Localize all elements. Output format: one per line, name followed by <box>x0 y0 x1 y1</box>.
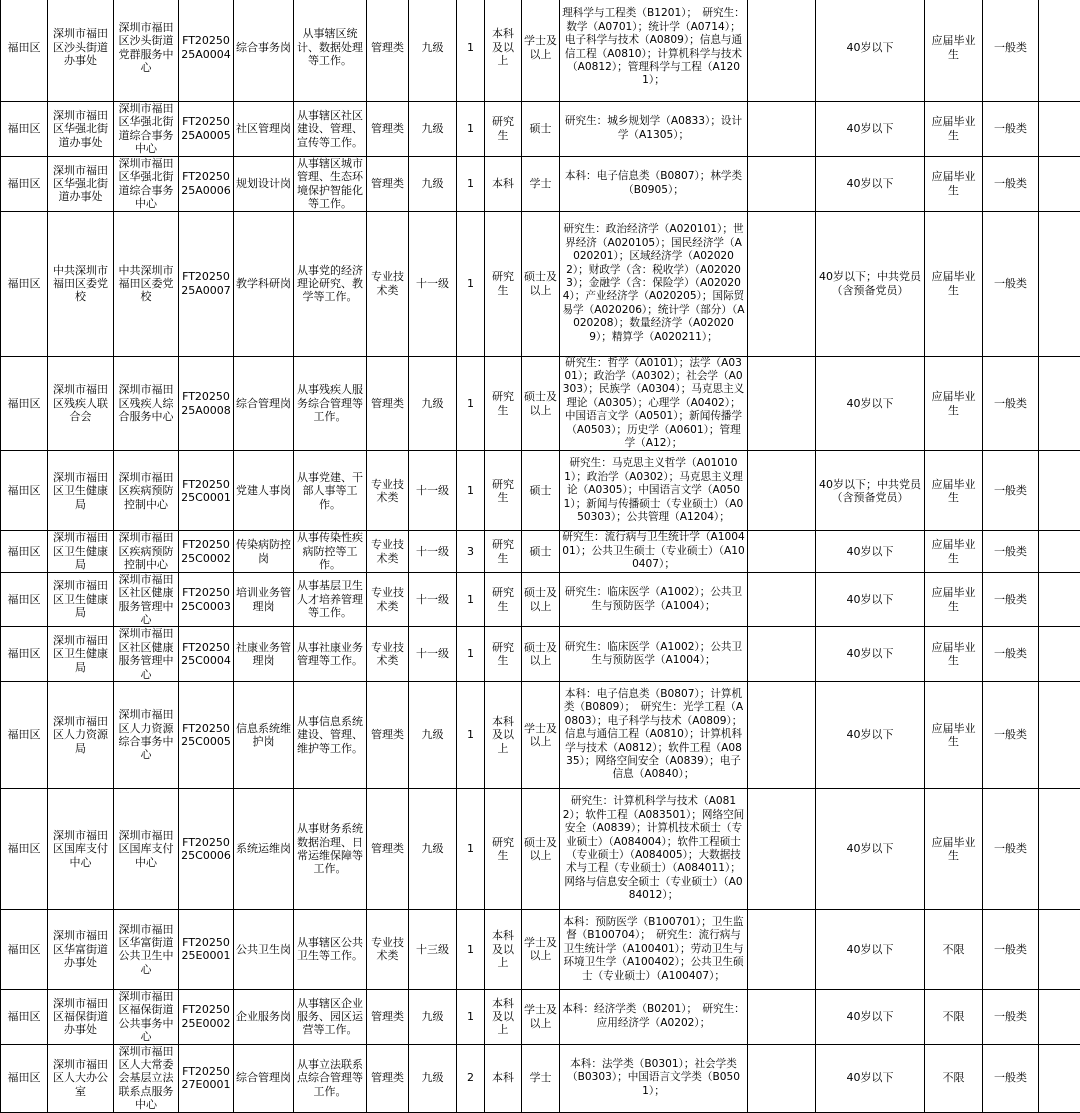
category-cell: 专业技术类 <box>367 572 409 627</box>
position-name-cell: 系统运维岗 <box>234 788 294 909</box>
degree-cell: 学士及以上 <box>522 0 560 102</box>
other-requirements-cell: 40岁以下 <box>816 356 925 451</box>
remark-cell <box>1039 156 1080 211</box>
table-row <box>1 156 1080 211</box>
unit-cell: 深圳市福田区社区健康服务管理中心 <box>114 572 179 627</box>
duties-cell: 从事社康业务管理等工作。 <box>294 627 367 682</box>
extra-cell <box>748 451 816 531</box>
duties-cell: 从事辖区统计、数据处理等工作。 <box>294 0 367 102</box>
table-row <box>1 572 1080 627</box>
department-cell: 深圳市福田区残疾人联合会 <box>48 356 114 451</box>
unit-cell: 深圳市福田区社区健康服务管理中心 <box>114 627 179 682</box>
remark-cell <box>1039 627 1080 682</box>
category-cell: 管理类 <box>367 1044 409 1112</box>
position-name-cell: 传染病防控岗 <box>234 531 294 572</box>
specialty-cell: 本科：法学类（B0301）；社会学类（B0303）；中国语言文学类（B0501）； <box>560 1044 748 1112</box>
department-cell: 深圳市福田区华富街道办事处 <box>48 909 114 989</box>
district-cell: 福田区 <box>1 989 48 1044</box>
education-cell: 研究生 <box>485 788 522 909</box>
headcount-cell: 1 <box>457 681 485 788</box>
headcount-cell: 3 <box>457 531 485 572</box>
district-cell: 福田区 <box>1 531 48 572</box>
extra-cell <box>748 989 816 1044</box>
remark-cell <box>1039 1044 1080 1112</box>
specialty-cell: 研究生：城乡规划学（A0833）；设计学（A1305）； <box>560 102 748 157</box>
education-cell: 本科及以上 <box>485 989 522 1044</box>
education-cell: 本科及以上 <box>485 681 522 788</box>
target-cell: 应届毕业生 <box>925 0 983 102</box>
department-cell: 深圳市福田区沙头街道办事处 <box>48 0 114 102</box>
remark-cell <box>1039 451 1080 531</box>
duties-cell: 从事党的经济理论研究、教学等工作。 <box>294 211 367 356</box>
table-row <box>1 451 1080 531</box>
level-cell: 十一级 <box>409 627 457 682</box>
specialty-cell: 研究生：马克思主义哲学（A010101）；政治学（A0302）；马克思主义理论（A0305）；中国语言文学（A0501）；新闻与传播硕士（专业硕士）（A050303）；公共管理（A1204）； <box>560 451 748 531</box>
district-cell: 福田区 <box>1 681 48 788</box>
department-cell: 深圳市福田区卫生健康局 <box>48 451 114 531</box>
target-cell: 应届毕业生 <box>925 156 983 211</box>
category-cell: 专业技术类 <box>367 211 409 356</box>
unit-cell: 深圳市福田区国库支付中心 <box>114 788 179 909</box>
table-row <box>1 102 1080 157</box>
district-cell: 福田区 <box>1 909 48 989</box>
education-cell: 本科及以上 <box>485 0 522 102</box>
category-cell: 管理类 <box>367 681 409 788</box>
level-cell: 九级 <box>409 356 457 451</box>
position-name-cell: 培训业务管理岗 <box>234 572 294 627</box>
specialty-cell: 研究生：计算机科学与技术（A0812）；软件工程（A083501）；网络空间安全（A0839）；计算机技术硕士（专业硕士）（A084004）；软件工程硕士（专业硕士）（A084005）；大数据技术与工程（专业硕士）（A084011）；网络与信息安全硕士（专业硕士）（A084012）； <box>560 788 748 909</box>
duties-cell: 从事辖区社区建设、管理、宣传等工作。 <box>294 102 367 157</box>
district-cell: 福田区 <box>1 572 48 627</box>
department-cell: 深圳市福田区卫生健康局 <box>48 531 114 572</box>
department-cell: 中共深圳市福田区委党校 <box>48 211 114 356</box>
table-row <box>1 909 1080 989</box>
headcount-cell: 1 <box>457 989 485 1044</box>
table-row <box>1 356 1080 451</box>
nature-cell: 一般类 <box>983 788 1039 909</box>
other-requirements-cell: 40岁以下 <box>816 572 925 627</box>
unit-cell: 深圳市福田区人大常委会基层立法联系点服务中心 <box>114 1044 179 1112</box>
degree-cell: 硕士 <box>522 451 560 531</box>
district-cell: 福田区 <box>1 788 48 909</box>
extra-cell <box>748 156 816 211</box>
district-cell: 福田区 <box>1 451 48 531</box>
level-cell: 十一级 <box>409 211 457 356</box>
table-row <box>1 681 1080 788</box>
headcount-cell: 1 <box>457 356 485 451</box>
position-code-cell: FT2025025C0004 <box>179 627 234 682</box>
degree-cell: 学士及以上 <box>522 681 560 788</box>
extra-cell <box>748 788 816 909</box>
remark-cell <box>1039 681 1080 788</box>
position-name-cell: 党建人事岗 <box>234 451 294 531</box>
district-cell: 福田区 <box>1 356 48 451</box>
category-cell: 专业技术类 <box>367 909 409 989</box>
nature-cell: 一般类 <box>983 102 1039 157</box>
target-cell: 应届毕业生 <box>925 627 983 682</box>
specialty-cell: 研究生：流行病与卫生统计学（A100401）；公共卫生硕士（专业硕士）（A100407）； <box>560 531 748 572</box>
headcount-cell: 1 <box>457 156 485 211</box>
position-name-cell: 公共卫生岗 <box>234 909 294 989</box>
position-name-cell: 综合事务岗 <box>234 0 294 102</box>
position-name-cell: 社康业务管理岗 <box>234 627 294 682</box>
category-cell: 专业技术类 <box>367 627 409 682</box>
position-code-cell: FT2025025A0006 <box>179 156 234 211</box>
education-cell: 本科 <box>485 1044 522 1112</box>
unit-cell: 深圳市福田区沙头街道党群服务中心 <box>114 0 179 102</box>
district-cell: 福田区 <box>1 627 48 682</box>
degree-cell: 硕士及以上 <box>522 356 560 451</box>
education-cell: 研究生 <box>485 572 522 627</box>
target-cell: 不限 <box>925 1044 983 1112</box>
position-code-cell: FT2025025C0002 <box>179 531 234 572</box>
education-cell: 本科 <box>485 156 522 211</box>
position-code-cell: FT2025025A0005 <box>179 102 234 157</box>
nature-cell: 一般类 <box>983 356 1039 451</box>
target-cell: 不限 <box>925 909 983 989</box>
position-code-cell: FT2025025A0007 <box>179 211 234 356</box>
other-requirements-cell: 40岁以下 <box>816 909 925 989</box>
target-cell: 不限 <box>925 989 983 1044</box>
specialty-cell: 理科学与工程类（B1201）； 研究生：数学（A0701）；统计学（A0714）；电子科学与技术（A0809）；信息与通信工程（A0810）；计算机科学与技术（A0812）；管理科学与工程（A1201）； <box>560 0 748 102</box>
duties-cell: 从事基层卫生人才培养管理等工作。 <box>294 572 367 627</box>
degree-cell: 学士 <box>522 1044 560 1112</box>
extra-cell <box>748 356 816 451</box>
remark-cell <box>1039 356 1080 451</box>
position-code-cell: FT2025025C0001 <box>179 451 234 531</box>
position-code-cell: FT2025025C0005 <box>179 681 234 788</box>
nature-cell: 一般类 <box>983 572 1039 627</box>
specialty-cell: 本科：经济学类（B0201）； 研究生：应用经济学（A0202）； <box>560 989 748 1044</box>
other-requirements-cell: 40岁以下 <box>816 0 925 102</box>
nature-cell: 一般类 <box>983 211 1039 356</box>
remark-cell <box>1039 909 1080 989</box>
position-code-cell: FT2025025C0003 <box>179 572 234 627</box>
unit-cell: 深圳市福田区华强北街道综合事务中心 <box>114 102 179 157</box>
unit-cell: 深圳市福田区华富街道公共卫生中心 <box>114 909 179 989</box>
target-cell: 应届毕业生 <box>925 788 983 909</box>
category-cell: 专业技术类 <box>367 451 409 531</box>
headcount-cell: 1 <box>457 102 485 157</box>
level-cell: 九级 <box>409 156 457 211</box>
level-cell: 九级 <box>409 788 457 909</box>
degree-cell: 硕士 <box>522 531 560 572</box>
remark-cell <box>1039 572 1080 627</box>
table-row <box>1 211 1080 356</box>
degree-cell: 硕士 <box>522 102 560 157</box>
nature-cell: 一般类 <box>983 0 1039 102</box>
headcount-cell: 1 <box>457 909 485 989</box>
specialty-cell: 研究生：政治经济学（A020101）；世界经济（A020105）；国民经济学（A020201）；区域经济学（A020202）；财政学（含：税收学）（A020203）；金融学（含：保险学）（A020204）；产业经济学（A020205）；国际贸易学（A020206）；统计学（部分）（A020208）；数量经济学（A020209）；精算学（A020211）； <box>560 211 748 356</box>
position-code-cell: FT2025025A0004 <box>179 0 234 102</box>
department-cell: 深圳市福田区卫生健康局 <box>48 572 114 627</box>
extra-cell <box>748 681 816 788</box>
table-row <box>1 989 1080 1044</box>
extra-cell <box>748 572 816 627</box>
unit-cell: 深圳市福田区疾病预防控制中心 <box>114 531 179 572</box>
education-cell: 本科及以上 <box>485 909 522 989</box>
category-cell: 管理类 <box>367 102 409 157</box>
level-cell: 九级 <box>409 0 457 102</box>
extra-cell <box>748 211 816 356</box>
education-cell: 研究生 <box>485 451 522 531</box>
target-cell: 应届毕业生 <box>925 681 983 788</box>
degree-cell: 硕士及以上 <box>522 211 560 356</box>
nature-cell: 一般类 <box>983 909 1039 989</box>
table-row <box>1 627 1080 682</box>
education-cell: 研究生 <box>485 102 522 157</box>
nature-cell: 一般类 <box>983 681 1039 788</box>
position-name-cell: 教学科研岗 <box>234 211 294 356</box>
category-cell: 专业技术类 <box>367 531 409 572</box>
category-cell: 管理类 <box>367 989 409 1044</box>
unit-cell: 深圳市福田区残疾人综合服务中心 <box>114 356 179 451</box>
other-requirements-cell: 40岁以下 <box>816 681 925 788</box>
specialty-cell: 研究生：哲学（A0101）；法学（A0301）；政治学（A0302）；社会学（A0303）；民族学（A0304）；马克思主义理论（A0305）；心理学（A0402）；中国语言文学（A0501）；新闻传播学（A0503）；历史学（A0601）；管理学（A12）； <box>560 356 748 451</box>
district-cell: 福田区 <box>1 1044 48 1112</box>
specialty-cell: 本科：电子信息类（B0807）；计算机类（B0809）； 研究生：光学工程（A0803）；电子科学与技术（A0809）；信息与通信工程（A0810）；计算机科学与技术（A0812）；软件工程（A0835）；网络空间安全（A0839）；电子信息（A0840）； <box>560 681 748 788</box>
table-row <box>1 1044 1080 1112</box>
position-name-cell: 信息系统维护岗 <box>234 681 294 788</box>
district-cell: 福田区 <box>1 156 48 211</box>
other-requirements-cell: 40岁以下 <box>816 627 925 682</box>
other-requirements-cell: 40岁以下 <box>816 156 925 211</box>
position-name-cell: 综合管理岗 <box>234 356 294 451</box>
headcount-cell: 1 <box>457 788 485 909</box>
headcount-cell: 1 <box>457 627 485 682</box>
position-name-cell: 综合管理岗 <box>234 1044 294 1112</box>
nature-cell: 一般类 <box>983 1044 1039 1112</box>
remark-cell <box>1039 211 1080 356</box>
target-cell: 应届毕业生 <box>925 531 983 572</box>
headcount-cell: 1 <box>457 451 485 531</box>
other-requirements-cell: 40岁以下 <box>816 531 925 572</box>
nature-cell: 一般类 <box>983 627 1039 682</box>
extra-cell <box>748 0 816 102</box>
nature-cell: 一般类 <box>983 451 1039 531</box>
level-cell: 九级 <box>409 102 457 157</box>
education-cell: 研究生 <box>485 356 522 451</box>
other-requirements-cell: 40岁以下；中共党员（含预备党员） <box>816 211 925 356</box>
district-cell: 福田区 <box>1 102 48 157</box>
degree-cell: 学士及以上 <box>522 989 560 1044</box>
duties-cell: 从事辖区城市管理、生态环境保护智能化等工作。 <box>294 156 367 211</box>
degree-cell: 硕士及以上 <box>522 788 560 909</box>
position-code-cell: FT2025025E0002 <box>179 989 234 1044</box>
extra-cell <box>748 1044 816 1112</box>
table-row <box>1 788 1080 909</box>
level-cell: 十一级 <box>409 451 457 531</box>
extra-cell <box>748 627 816 682</box>
nature-cell: 一般类 <box>983 156 1039 211</box>
department-cell: 深圳市福田区国库支付中心 <box>48 788 114 909</box>
remark-cell <box>1039 102 1080 157</box>
headcount-cell: 1 <box>457 572 485 627</box>
target-cell: 应届毕业生 <box>925 102 983 157</box>
headcount-cell: 2 <box>457 1044 485 1112</box>
position-code-cell: FT2025025A0008 <box>179 356 234 451</box>
remark-cell <box>1039 0 1080 102</box>
level-cell: 十一级 <box>409 572 457 627</box>
unit-cell: 深圳市福田区疾病预防控制中心 <box>114 451 179 531</box>
unit-cell: 深圳市福田区人力资源综合事务中心 <box>114 681 179 788</box>
other-requirements-cell: 40岁以下 <box>816 1044 925 1112</box>
category-cell: 管理类 <box>367 156 409 211</box>
position-name-cell: 规划设计岗 <box>234 156 294 211</box>
duties-cell: 从事党建、干部人事等工作。 <box>294 451 367 531</box>
nature-cell: 一般类 <box>983 989 1039 1044</box>
position-name-cell: 社区管理岗 <box>234 102 294 157</box>
specialty-cell: 本科：预防医学（B100701）；卫生监督（B100704）； 研究生：流行病与卫生统计学（A100401）；劳动卫生与环境卫生学（A100402）；公共卫生硕士（专业硕士）（A100407）； <box>560 909 748 989</box>
other-requirements-cell: 40岁以下 <box>816 102 925 157</box>
category-cell: 管理类 <box>367 788 409 909</box>
degree-cell: 学士及以上 <box>522 909 560 989</box>
education-cell: 研究生 <box>485 627 522 682</box>
specialty-cell: 研究生：临床医学（A1002）；公共卫生与预防医学（A1004）； <box>560 572 748 627</box>
duties-cell: 从事立法联系点综合管理等工作。 <box>294 1044 367 1112</box>
table-row <box>1 531 1080 572</box>
other-requirements-cell: 40岁以下 <box>816 989 925 1044</box>
other-requirements-cell: 40岁以下 <box>816 788 925 909</box>
department-cell: 深圳市福田区人力资源局 <box>48 681 114 788</box>
education-cell: 研究生 <box>485 531 522 572</box>
category-cell: 管理类 <box>367 0 409 102</box>
extra-cell <box>748 531 816 572</box>
level-cell: 九级 <box>409 1044 457 1112</box>
department-cell: 深圳市福田区华强北街道办事处 <box>48 156 114 211</box>
degree-cell: 硕士及以上 <box>522 627 560 682</box>
department-cell: 深圳市福田区华强北街道办事处 <box>48 102 114 157</box>
degree-cell: 硕士及以上 <box>522 572 560 627</box>
duties-cell: 从事残疾人服务综合管理等工作。 <box>294 356 367 451</box>
category-cell: 管理类 <box>367 356 409 451</box>
target-cell: 应届毕业生 <box>925 451 983 531</box>
unit-cell: 中共深圳市福田区委党校 <box>114 211 179 356</box>
department-cell: 深圳市福田区人大办公室 <box>48 1044 114 1112</box>
level-cell: 十一级 <box>409 531 457 572</box>
duties-cell: 从事辖区企业服务、园区运营等工作。 <box>294 989 367 1044</box>
district-cell: 福田区 <box>1 211 48 356</box>
position-name-cell: 企业服务岗 <box>234 989 294 1044</box>
department-cell: 深圳市福田区福保街道办事处 <box>48 989 114 1044</box>
district-cell: 福田区 <box>1 0 48 102</box>
position-code-cell: FT2025025E0001 <box>179 909 234 989</box>
other-requirements-cell: 40岁以下；中共党员（含预备党员） <box>816 451 925 531</box>
position-code-cell: FT2025025C0006 <box>179 788 234 909</box>
specialty-cell: 研究生：临床医学（A1002）；公共卫生与预防医学（A1004）； <box>560 627 748 682</box>
target-cell: 应届毕业生 <box>925 356 983 451</box>
remark-cell <box>1039 531 1080 572</box>
specialty-cell: 本科：电子信息类（B0807）；林学类（B0905）； <box>560 156 748 211</box>
nature-cell: 一般类 <box>983 531 1039 572</box>
duties-cell: 从事信息系统建设、管理、维护等工作。 <box>294 681 367 788</box>
remark-cell <box>1039 989 1080 1044</box>
remark-cell <box>1039 788 1080 909</box>
target-cell: 应届毕业生 <box>925 572 983 627</box>
duties-cell: 从事辖区公共卫生等工作。 <box>294 909 367 989</box>
duties-cell: 从事财务系统数据治理、日常运维保障等工作。 <box>294 788 367 909</box>
degree-cell: 学士 <box>522 156 560 211</box>
position-code-cell: FT2025027E0001 <box>179 1044 234 1112</box>
headcount-cell: 1 <box>457 0 485 102</box>
education-cell: 研究生 <box>485 211 522 356</box>
unit-cell: 深圳市福田区华强北街道综合事务中心 <box>114 156 179 211</box>
target-cell: 应届毕业生 <box>925 211 983 356</box>
table-row <box>1 0 1080 102</box>
level-cell: 九级 <box>409 989 457 1044</box>
headcount-cell: 1 <box>457 211 485 356</box>
unit-cell: 深圳市福田区福保街道公共事务中心 <box>114 989 179 1044</box>
extra-cell <box>748 909 816 989</box>
department-cell: 深圳市福田区卫生健康局 <box>48 627 114 682</box>
duties-cell: 从事传染性疾病防控等工作。 <box>294 531 367 572</box>
level-cell: 九级 <box>409 681 457 788</box>
extra-cell <box>748 102 816 157</box>
level-cell: 十三级 <box>409 909 457 989</box>
